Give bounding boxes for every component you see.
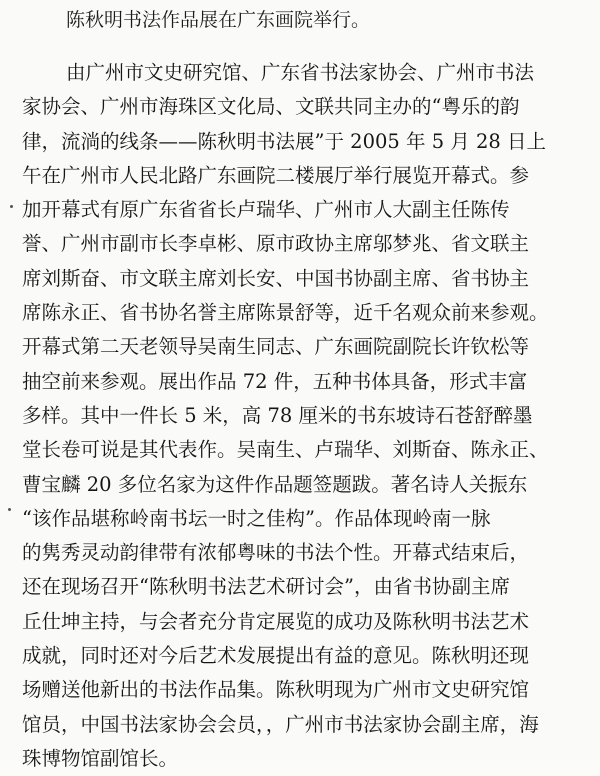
text-line: 家协会、广州市海珠区文化局、文联共同主办的“粤乐的韵	[22, 95, 520, 119]
scan-speck	[10, 205, 13, 208]
text-line: 场赠送他新出的书法作品集。陈秋明现为广州市文史研究馆	[22, 678, 530, 702]
text-line: 加开幕式有原广东省省长卢瑞华、广州市人大副主任陈传	[22, 198, 510, 222]
scan-speck	[8, 508, 11, 511]
text-line: 馆员，中国书法家协会会员，，广州市书法家协会副主席，海	[22, 712, 539, 736]
text-line: 珠博物馆副馆长。	[22, 746, 179, 770]
text-line: 律，流淌的线条——陈秋明书法展”于 2005 年 5 月 28 日上	[22, 129, 547, 153]
text-line: “该作品堪称岭南书坛一时之佳构”。作品体现岭南一脉	[22, 506, 491, 530]
text-line: 开幕式第二天老领导吴南生同志、广东画院副院长许钦松等	[22, 335, 530, 359]
text-line: 曹宝麟 20 多位名家为这件作品题签题跋。著名诗人关振东	[22, 472, 528, 496]
text-line: 丘仕坤主持，与会者充分肯定展览的成功及陈秋明书法艺术	[22, 609, 530, 633]
text-line: 由广州市文史研究馆、广东省书法家协会、广州市书法	[66, 61, 535, 84]
text-line: 堂长卷可说是其代表作。吴南生、卢瑞华、刘斯奋、陈永正、	[22, 438, 549, 462]
text-line: 席刘斯奋、市文联主席刘长安、中国书协副主席、省书协主	[22, 266, 530, 290]
text-line: 午在广州市人民北路广东画院二楼展厅举行展览开幕式。参	[22, 163, 530, 187]
text-line: 抽空前来参观。展出作品 72 件，五种书体具备，形式丰富	[22, 369, 528, 393]
article-body	[22, 56, 587, 776]
text-line: 成就，同时还对今后艺术发展提出有益的意见。陈秋明还现	[22, 644, 530, 668]
text-line: 的隽秀灵动韵律带有浓郁粤味的书法个性。开幕式结束后，	[22, 541, 530, 565]
text-line: 还在现场召开“陈秋明书法艺术研讨会”，由省书协副主席	[22, 575, 510, 599]
text-line: 席陈永正、省书协名誉主席陈景舒等，近千名观众前来参观。	[22, 301, 549, 325]
text-line: 誉、广州市副市长李卓彬、原市政协主席邬梦兆、省文联主	[22, 232, 530, 256]
text-line: 多样。其中一件长 5 米，高 78 厘米的书东坡诗石苍舒醉墨	[22, 403, 533, 427]
document-title: 陈秋明书法作品展在广东画院举行。	[66, 9, 371, 31]
